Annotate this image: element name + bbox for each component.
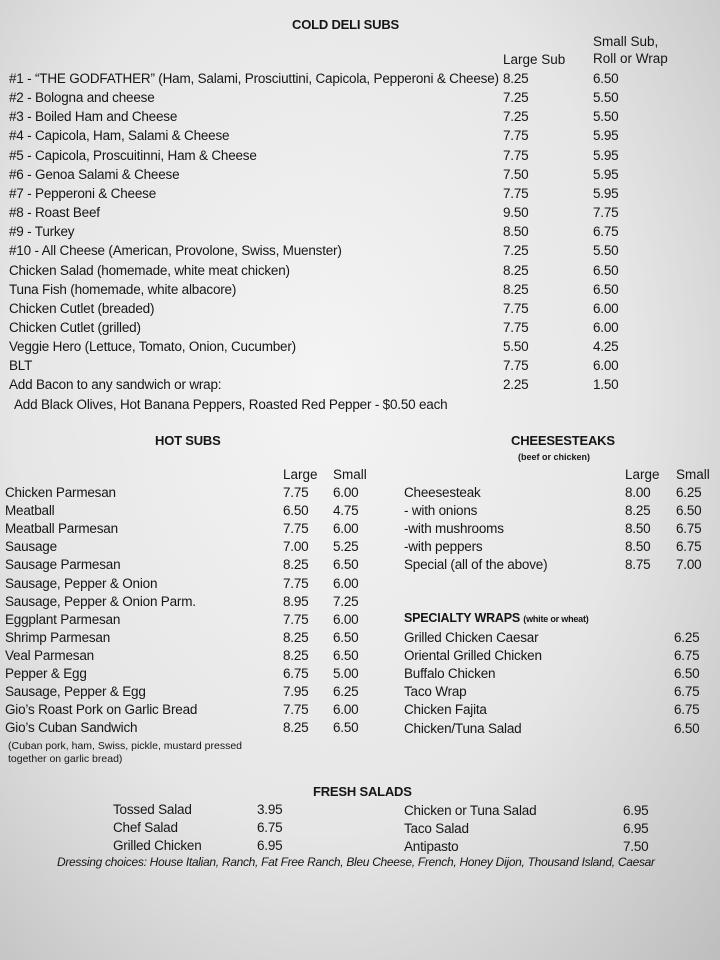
wrap-item-price: 6.75 <box>674 648 700 664</box>
cold-item-large-price: 7.75 <box>503 147 529 163</box>
cheesesteak-item-large-price: 8.75 <box>625 557 651 573</box>
cheesesteak-item-name: -with mushrooms <box>404 521 504 537</box>
hot-item-large-price: 6.75 <box>283 666 309 681</box>
cold-item-name: Add Bacon to any sandwich or wrap: <box>9 377 222 393</box>
salad-item-price: 6.75 <box>257 820 283 835</box>
cold-item-large-price: 7.75 <box>503 185 529 201</box>
hot-item-large-price: 7.00 <box>283 539 309 555</box>
hot-item-large-price: 7.75 <box>283 521 309 537</box>
hot-item-name: Sausage Parmesan <box>5 557 121 573</box>
hot-item-small-price: 6.00 <box>333 702 359 718</box>
salad-item-name: Chef Salad <box>113 820 178 835</box>
hot-subs-title: HOT SUBS <box>155 433 221 448</box>
cold-item-small-price: 5.95 <box>593 185 619 201</box>
cheesesteaks-col-small: Small <box>676 467 710 482</box>
cold-item-small-price: 5.50 <box>593 90 619 106</box>
wrap-item-price: 6.75 <box>674 702 700 718</box>
cold-item-name: Veggie Hero (Lettuce, Tomato, Onion, Cucumber) <box>9 339 296 355</box>
cold-item-large-price: 2.25 <box>503 377 529 393</box>
cheesesteaks-title: CHEESESTEAKS <box>511 433 615 448</box>
hot-item-large-price: 8.95 <box>283 593 309 609</box>
cold-item-small-price: 5.50 <box>593 243 619 259</box>
cold-item-small-price: 5.95 <box>593 166 619 182</box>
cold-item-large-price: 8.25 <box>503 71 529 86</box>
wrap-item-name: Chicken Fajita <box>404 702 487 718</box>
hot-item-large-price: 7.75 <box>283 611 309 627</box>
cold-item-small-price: 5.95 <box>593 128 619 144</box>
wrap-item-name: Chicken/Tuna Salad <box>404 720 522 736</box>
cheesesteak-item-small-price: 6.75 <box>676 521 702 537</box>
cuban-note-line-2: together on garlic bread) <box>8 753 123 765</box>
hot-item-name: Gio’s Cuban Sandwich <box>5 720 138 736</box>
cheesesteak-item-name: -with peppers <box>404 539 483 555</box>
cold-item-name: #5 - Capicola, Proscuitinni, Ham & Cheese <box>9 147 257 163</box>
hot-item-name: Meatball <box>5 503 55 519</box>
hot-item-small-price: 5.25 <box>333 539 359 555</box>
hot-item-large-price: 8.25 <box>283 647 309 663</box>
cold-item-small-price: 4.25 <box>593 339 619 355</box>
salad-item-name: Antipasto <box>404 839 459 854</box>
cheesesteak-item-small-price: 6.75 <box>676 539 702 555</box>
hot-item-large-price: 7.75 <box>283 702 309 718</box>
hot-item-name: Meatball Parmesan <box>5 521 118 537</box>
cheesesteak-item-small-price: 6.25 <box>676 485 702 500</box>
wrap-item-name: Oriental Grilled Chicken <box>404 648 542 664</box>
salads-title: FRESH SALADS <box>313 784 412 799</box>
dressing-choices: Dressing choices: House Italian, Ranch, Fat Free Ranch, Bleu Cheese, French, Honey Dijon, Thousand Island, Caesar <box>57 855 655 869</box>
cold-item-large-price: 7.75 <box>503 300 529 316</box>
hot-item-small-price: 7.25 <box>333 593 359 609</box>
wrap-item-name: Buffalo Chicken <box>404 666 496 682</box>
cheesesteak-item-large-price: 8.50 <box>625 539 651 555</box>
hot-item-large-price: 7.95 <box>283 684 309 700</box>
salad-item-price: 6.95 <box>623 803 649 818</box>
cold-item-name: #8 - Roast Beef <box>9 205 100 221</box>
hot-item-small-price: 6.00 <box>333 575 359 591</box>
hot-item-name: Eggplant Parmesan <box>5 611 121 627</box>
hot-item-small-price: 6.50 <box>333 557 359 573</box>
salad-item-price: 6.95 <box>257 838 283 853</box>
hot-item-small-price: 4.75 <box>333 503 359 519</box>
cold-col-small-1: Small Sub, <box>593 34 659 49</box>
cold-addon-note: Add Black Olives, Hot Banana Peppers, Roasted Red Pepper - $0.50 each <box>14 397 448 412</box>
hot-item-name: Sausage, Pepper & Egg <box>5 684 146 700</box>
cold-item-name: BLT <box>9 358 33 374</box>
cold-item-large-price: 5.50 <box>503 339 529 355</box>
hot-item-name: Gio’s Roast Pork on Garlic Bread <box>5 702 198 718</box>
cheesesteak-item-large-price: 8.50 <box>625 521 651 537</box>
wrap-item-price: 6.50 <box>674 666 700 682</box>
cold-item-large-price: 8.25 <box>503 262 529 278</box>
cold-item-name: #10 - All Cheese (American, Provolone, Swiss, Muenster) <box>9 243 342 259</box>
hot-col-small: Small <box>333 467 367 482</box>
cold-item-small-price: 6.00 <box>593 358 619 374</box>
cold-item-small-price: 6.00 <box>593 319 619 335</box>
hot-item-small-price: 6.50 <box>333 629 359 645</box>
cold-item-small-price: 7.75 <box>593 205 619 221</box>
cheesesteak-item-small-price: 6.50 <box>676 503 702 519</box>
cold-item-name: #1 - “THE GODFATHER” (Ham, Salami, Prosciuttini, Capicola, Pepperoni & Cheese) <box>9 71 499 86</box>
cold-item-name: #4 - Capicola, Ham, Salami & Cheese <box>9 128 230 144</box>
cold-item-large-price: 7.50 <box>503 166 529 182</box>
salad-item-name: Tossed Salad <box>113 802 192 817</box>
wrap-item-price: 6.25 <box>674 630 700 645</box>
hot-item-name: Shrimp Parmesan <box>5 629 111 645</box>
hot-item-name: Chicken Parmesan <box>5 485 116 500</box>
hot-item-small-price: 6.50 <box>333 647 359 663</box>
cold-item-large-price: 7.25 <box>503 243 529 259</box>
hot-item-large-price: 7.75 <box>283 485 309 500</box>
cold-item-large-price: 7.75 <box>503 128 529 144</box>
hot-item-small-price: 6.00 <box>333 485 359 500</box>
wraps-title-line <box>404 611 589 625</box>
salad-item-name: Grilled Chicken <box>113 838 202 853</box>
salad-item-price: 6.95 <box>623 821 649 836</box>
cheesesteak-item-large-price: 8.25 <box>625 503 651 519</box>
hot-item-small-price: 6.25 <box>333 684 359 700</box>
wrap-item-price: 6.75 <box>674 684 700 700</box>
cold-item-small-price: 5.50 <box>593 109 619 125</box>
cold-subs-title: COLD DELI SUBS <box>292 17 399 32</box>
cold-item-small-price: 6.50 <box>593 71 619 86</box>
hot-item-name: Sausage, Pepper & Onion <box>5 575 158 591</box>
cold-col-small-2: Roll or Wrap <box>593 51 668 66</box>
salad-item-price: 7.50 <box>623 839 649 854</box>
cold-item-large-price: 7.75 <box>503 319 529 335</box>
hot-item-large-price: 8.25 <box>283 720 309 736</box>
cold-item-large-price: 9.50 <box>503 205 529 221</box>
cold-item-name: #9 - Turkey <box>9 224 75 240</box>
hot-item-large-price: 8.25 <box>283 629 309 645</box>
cold-item-large-price: 7.25 <box>503 90 529 106</box>
cuban-note-line-1: (Cuban pork, ham, Swiss, pickle, mustard pressed <box>8 740 243 752</box>
cold-item-name: #3 - Boiled Ham and Cheese <box>9 109 178 125</box>
cold-item-name: Chicken Cutlet (breaded) <box>9 300 155 316</box>
hot-item-large-price: 7.75 <box>283 575 309 591</box>
cheesesteak-item-small-price: 7.00 <box>676 557 702 573</box>
cheesesteaks-subtitle: (beef or chicken) <box>518 452 591 462</box>
cheesesteak-item-name: Special (all of the above) <box>404 557 548 573</box>
salad-item-name: Chicken or Tuna Salad <box>404 803 537 818</box>
hot-item-large-price: 8.25 <box>283 557 309 573</box>
cold-item-small-price: 6.75 <box>593 224 619 240</box>
salad-item-price: 3.95 <box>257 802 283 817</box>
hot-item-small-price: 5.00 <box>333 666 359 681</box>
cold-item-small-price: 6.00 <box>593 300 619 316</box>
cold-item-large-price: 8.50 <box>503 224 529 240</box>
cold-item-name: #7 - Pepperoni & Cheese <box>9 185 156 201</box>
hot-item-small-price: 6.50 <box>333 720 359 736</box>
cold-item-name: Chicken Cutlet (grilled) <box>9 319 141 335</box>
cold-item-large-price: 7.75 <box>503 358 529 374</box>
cold-item-small-price: 5.95 <box>593 147 619 163</box>
cheesesteaks-col-large: Large <box>625 467 660 482</box>
cold-item-small-price: 1.50 <box>593 377 619 393</box>
hot-item-name: Veal Parmesan <box>5 647 94 663</box>
wraps-subtitle: (white or wheat) <box>523 614 589 624</box>
wraps-title: SPECIALTY WRAPS <box>404 611 520 625</box>
wrap-item-name: Taco Wrap <box>404 684 467 700</box>
hot-item-large-price: 6.50 <box>283 503 309 519</box>
hot-item-small-price: 6.00 <box>333 611 359 627</box>
cheesesteak-item-large-price: 8.00 <box>625 485 651 500</box>
cold-item-large-price: 7.25 <box>503 109 529 125</box>
cheesesteak-item-name: Cheesesteak <box>404 485 481 500</box>
cold-item-name: Chicken Salad (homemade, white meat chicken) <box>9 262 290 278</box>
cold-item-name: #2 - Bologna and cheese <box>9 90 155 106</box>
cold-item-name: #6 - Genoa Salami & Cheese <box>9 166 180 182</box>
hot-item-name: Sausage <box>5 539 57 555</box>
cold-item-large-price: 8.25 <box>503 281 529 297</box>
salad-item-name: Taco Salad <box>404 821 469 836</box>
cold-item-name: Tuna Fish (homemade, white albacore) <box>9 281 237 297</box>
cold-item-small-price: 6.50 <box>593 281 619 297</box>
hot-item-name: Sausage, Pepper & Onion Parm. <box>5 593 196 609</box>
hot-item-name: Pepper & Egg <box>5 666 87 681</box>
hot-item-small-price: 6.00 <box>333 521 359 537</box>
cold-col-large: Large Sub <box>503 52 566 67</box>
cold-item-small-price: 6.50 <box>593 262 619 278</box>
wrap-item-name: Grilled Chicken Caesar <box>404 630 539 645</box>
hot-col-large: Large <box>283 467 318 482</box>
wrap-item-price: 6.50 <box>674 720 700 736</box>
cheesesteak-item-name: - with onions <box>404 503 478 519</box>
